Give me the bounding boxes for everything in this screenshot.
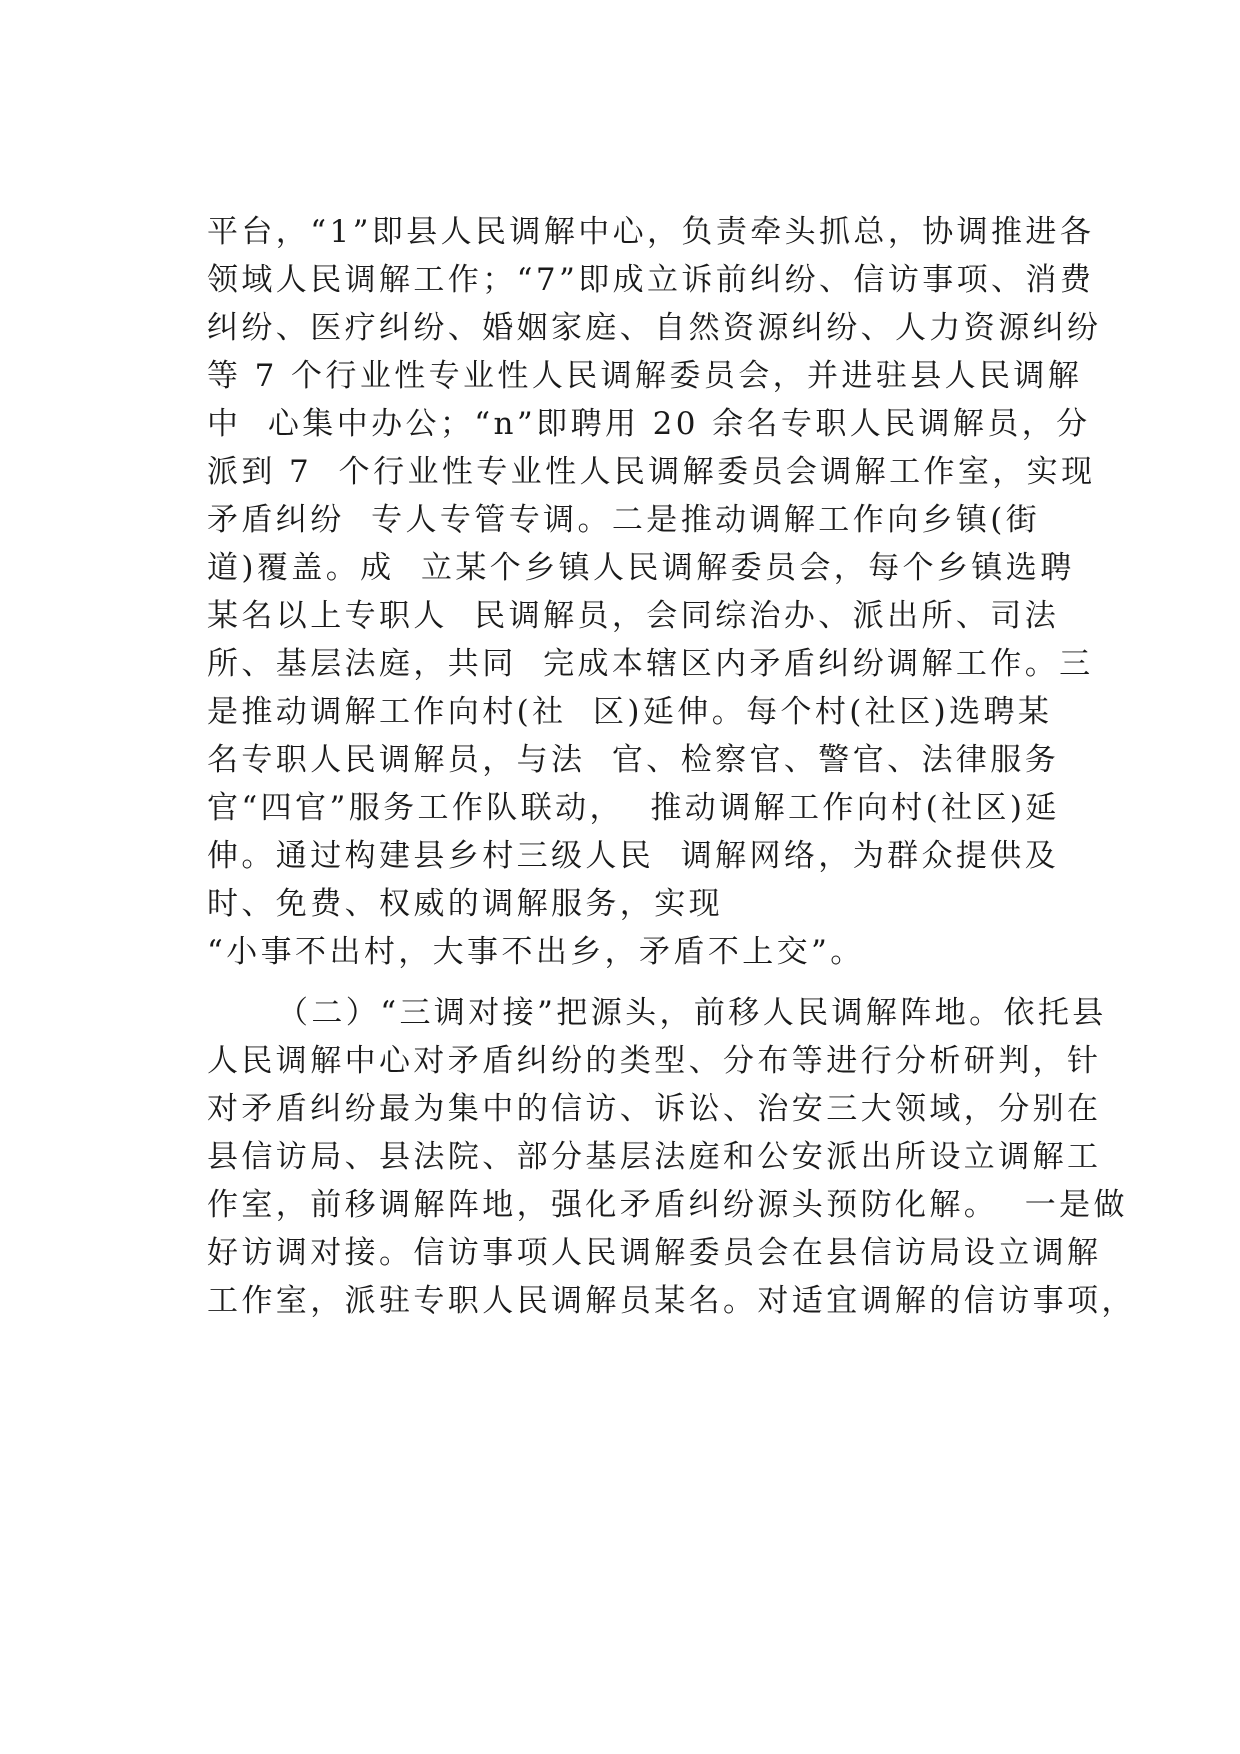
body-text-line: 所、基层法庭，共同 完成本辖区内矛盾纠纷调解工作。三 — [207, 646, 1094, 682]
body-text-line: “小事不出村，大事不出乡，矛盾不上交”。 — [207, 934, 865, 970]
body-text-line: 名专职人民调解员，与法 官、检察官、警官、法律服务 — [207, 742, 1060, 778]
body-text-line: 作室，前移调解阵地，强化矛盾纠纷源头预防化解。 一是做 — [207, 1187, 1128, 1223]
body-text-line: 是推动调解工作向村(社 区)延伸。每个村(社区)选聘某 — [207, 694, 1053, 730]
body-text-line: 对矛盾纠纷最为集中的信访、诉讼、治安三大领域，分别在 — [207, 1091, 1102, 1127]
body-text-line: 县信访局、县法院、部分基层法庭和公安派出所设立调解工 — [207, 1139, 1102, 1175]
body-text-line: 某名以上专职人 民调解员，会同综治办、派出所、司法 — [207, 598, 1060, 634]
body-text-line: 好访调对接。信访事项人民调解委员会在县信访局设立调解 — [207, 1235, 1102, 1271]
body-text-line: 领域人民调解工作；“7”即成立诉前纠纷、信访事项、消费 — [207, 262, 1095, 298]
body-text-line: 矛盾纠纷 专人专管专调。二是推动调解工作向乡镇(街 — [207, 502, 1041, 538]
body-text-line: 平台，“1”即县人民调解中心，负责牵头抓总，协调推进各 — [207, 214, 1095, 250]
body-text-line: 道)覆盖。成 立某个乡镇人民调解委员会，每个乡镇选聘 — [207, 550, 1075, 586]
body-text-line: 中 心集中办公；“n”即聘用 20 余名专职人民调解员，分 — [207, 406, 1091, 442]
body-text-line: 时、免费、权威的调解服务，实现 — [207, 886, 723, 922]
body-text-line: 人民调解中心对矛盾纠纷的类型、分布等进行分析研判，针 — [207, 1043, 1102, 1079]
body-text-line: 纠纷、医疗纠纷、婚姻家庭、自然资源纠纷、人力资源纠纷 — [207, 310, 1102, 346]
body-text-line: 派到 7 个行业性专业性人民调解委员会调解工作室，实现 — [207, 454, 1096, 490]
body-text-line: 伸。通过构建县乡村三级人民 调解网络，为群众提供及 — [207, 838, 1060, 874]
body-text-line: 工作室，派驻专职人民调解员某名。对适宜调解的信访事项， — [207, 1283, 1136, 1319]
body-text-line: 官“四官”服务工作队联动， 推动调解工作向村(社区)延 — [207, 790, 1060, 826]
paragraph-first-line: （二）“三调对接”把源头，前移人民调解阵地。依托县 — [277, 995, 1107, 1031]
body-text-line: 等 7 个行业性专业性人民调解委员会，并进驻县人民调解 — [207, 358, 1083, 394]
